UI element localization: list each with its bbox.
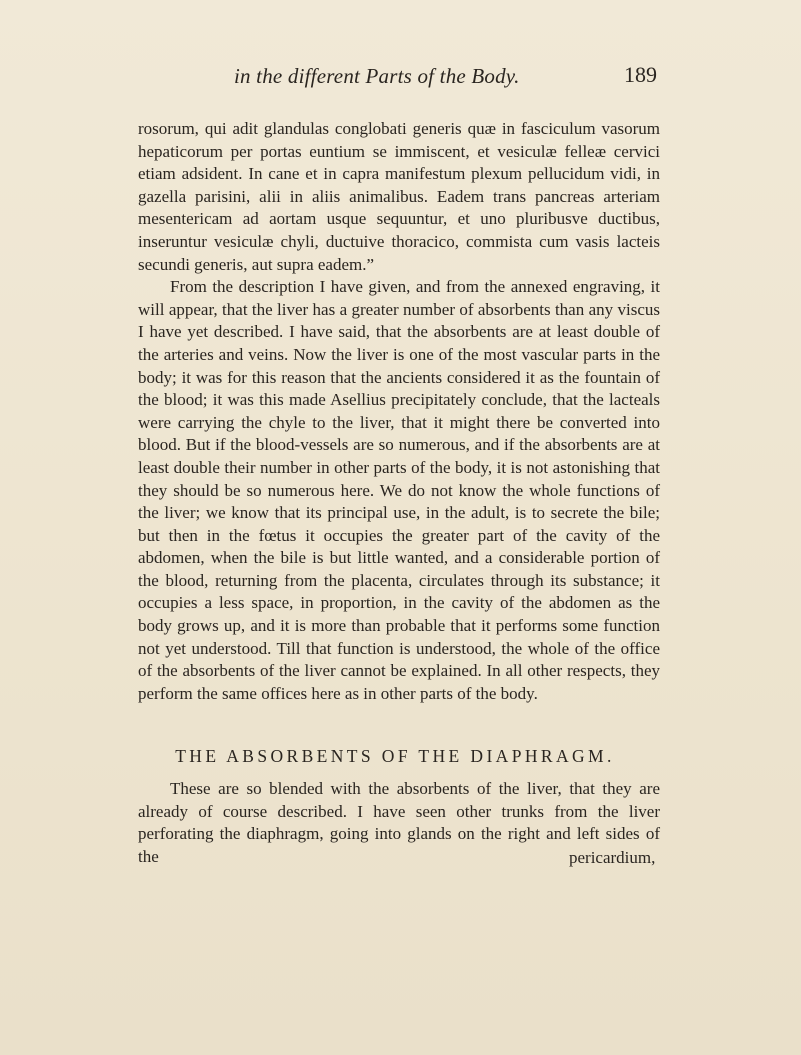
main-text <box>138 118 660 705</box>
running-head <box>0 64 801 94</box>
page-number: 189 <box>624 62 657 87</box>
body-paragraph: From the description I have given, and from the annexed engraving, it will appear, that the liver has a greater number of absorbents than any viscus I have yet described. I have said, that the absorbents are at least double of the arteries and veins. Now the liver is one of the most vascular parts in the body; it was for this reason that the ancients considered it as the fountain of the blood; it was this made Asellius precipitately conclude, that the lacteals were carrying the chyle to the liver, that it might there be converted into blood. But if the blood-vessels are so numerous, and if the absorbents are at least double their number in other parts of the body, it is not astonishing that they should be so numerous here. We do not know the whole functions of the liver; we know that its principal use, in the adult, is to secrete the bile; but then in the fœtus it occupies the greater part of the cavity of the abdomen, when the bile is but little wanted, and a considerable portion of the blood, returning from the placenta, circulates through its substance; it occupies a less space, in proportion, in the cavity of the abdomen as the body grows up, and it is more than probable that it performs some function not yet understood. Till that function is understood, the whole of the office of the absorbents of the liver cannot be explained. In all other respects, they perform the same offices here as in other parts of the body. <box>138 277 660 703</box>
catchword: pericardium, <box>569 848 656 867</box>
running-head-title: in the different Parts of the Body. <box>234 64 520 88</box>
section-paragraph: These are so blended with the absorbents of the liver, that they are already of course described. I have seen other trunks from the liver perforating the diaphragm, going into glands on the right and left sides of the <box>138 779 660 866</box>
latin-quotation-paragraph: rosorum, qui adit glandulas conglobati generis quæ in fasciculum vasorum hepaticorum per portas euntium se immiscent, et vesiculæ felleæ cervici etiam adsident. In cane et in capra manifestum plexum pellucidum vidi, in gazella parisini, alii in aliis animalibus. Eadem trans pancreas arteriam mesentericam ad aortam usque sequuntur, et uno pluribusve ductibus, inseruntur vesiculæ chyli, ductuive thoracico, commista cum vasis lacteis secundi generis, aut supra eadem.” <box>138 119 660 274</box>
section-heading: THE ABSORBENTS OF THE DIAPHRAGM. <box>175 746 615 766</box>
